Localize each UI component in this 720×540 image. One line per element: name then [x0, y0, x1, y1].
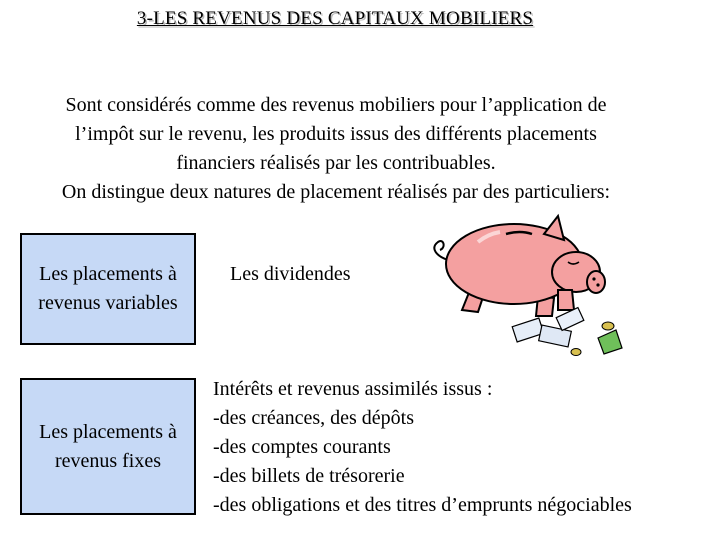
intro-paragraph [2, 91, 670, 207]
fixed-box-line: Les placements à [39, 420, 177, 443]
variable-box-line: revenus variables [38, 292, 178, 314]
intro-line: Sont considérés comme des revenus mobiliers pour l’application de [65, 94, 607, 116]
page-title: 3-LES REVENUS DES CAPITAUX MOBILIERS [136, 8, 534, 29]
variable-income-box [20, 233, 196, 345]
fixed-box-line: revenus fixes [54, 449, 162, 472]
fixed-list-item: -des comptes courants [213, 436, 391, 458]
piggy-bank-icon [418, 212, 633, 364]
fixed-list-item: Intérêts et revenus assimilés issus : [213, 378, 493, 400]
variable-box-line: Les placements à [39, 263, 177, 285]
fixed-list-item: -des créances, des dépôts [213, 407, 415, 429]
dividends-label: Les dividendes [230, 263, 351, 285]
intro-line: On distingue deux natures de placement réalisés par des particuliers: [61, 181, 611, 203]
fixed-income-box [20, 378, 196, 515]
intro-line: financiers réalisés par les contribuables. [176, 152, 496, 174]
fixed-list-item: -des billets de trésorerie [213, 465, 405, 487]
intro-line: l’impôt sur le revenu, les produits issus des différents placements [75, 123, 597, 145]
fixed-income-list [213, 375, 632, 520]
fixed-list-item: -des obligations et des titres d’emprunts négociables [213, 494, 632, 516]
